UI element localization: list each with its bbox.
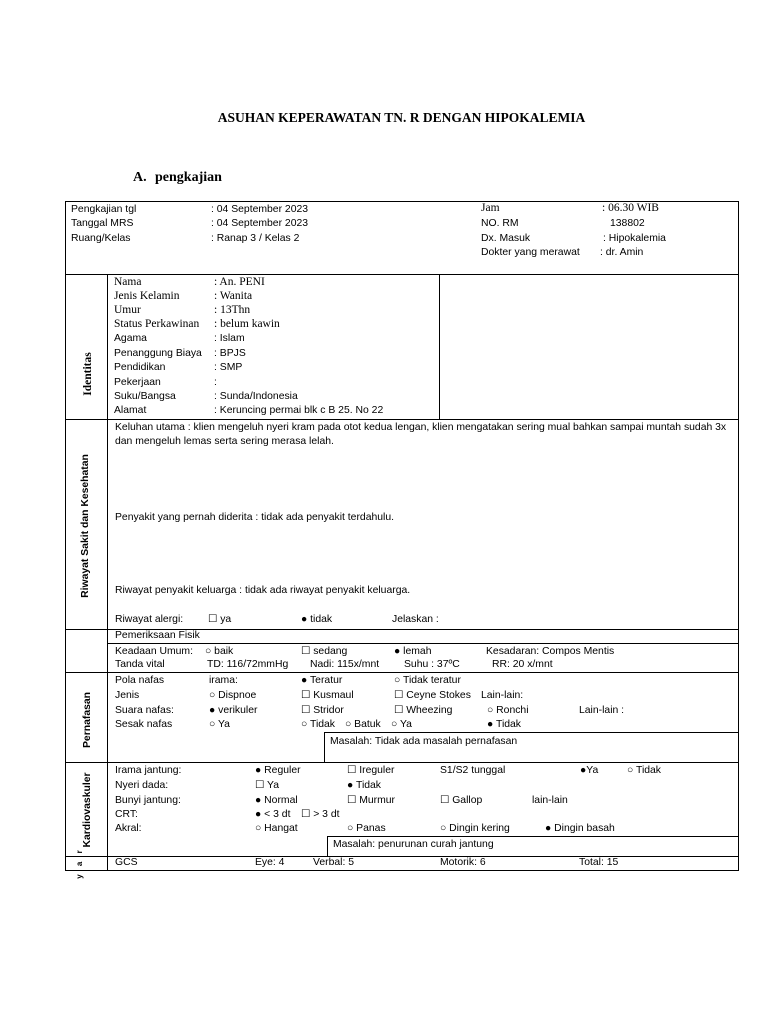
crt-label: CRT: (115, 809, 138, 820)
mrs-value: : 04 September 2023 (211, 218, 309, 229)
verikuler-radio[interactable] (209, 704, 257, 718)
sesak-nafas-label: Sesak nafas (115, 719, 173, 730)
radio-filled-icon: ● (255, 795, 262, 806)
checkbox-icon: ☐ (394, 690, 404, 701)
option-label: Kusmaul (313, 690, 354, 701)
keluhan-utama-text: Keluhan utama : klien mengeluh nyeri kram pada otot kedua lengan, klien mengatakan sering mual bahkan sampai muntah sudah 3x dan mengeluh lemas serta sering merasa lelah. (115, 422, 727, 447)
identitas-value: : belum kawin (214, 318, 280, 330)
dokter-value: : dr. Amin (600, 247, 644, 258)
penyakit-keluarga-text: Riwayat penyakit keluarga : tidak ada riwayat penyakit keluarga. (115, 585, 411, 596)
radio-filled-icon: ● (301, 614, 308, 625)
checkbox-icon: ☐ (301, 690, 311, 701)
radio-empty-icon: ○ (394, 675, 401, 686)
identitas-key: Agama (114, 333, 147, 344)
radio-empty-icon: ○ (205, 646, 212, 657)
option-label: Tidak (495, 719, 522, 730)
identitas-value: : Sunda/Indonesia (214, 391, 298, 402)
checkbox-icon: ☐ (347, 765, 357, 776)
pengkajian-label: Pengkajian tgl (71, 204, 137, 215)
option-label: Teratur (309, 675, 343, 686)
pola-nafas-label: Pola nafas (115, 675, 165, 686)
suhu-value: Suhu : 37ºC (404, 659, 460, 670)
checkbox-icon: ☐ (301, 809, 311, 820)
option-label: Gallop (452, 795, 483, 806)
option-label: Reguler (264, 765, 301, 776)
checkbox-icon: ☐ (440, 795, 450, 806)
tidak-teratur-radio[interactable] (394, 674, 461, 688)
radio-empty-icon: ○ (440, 823, 447, 834)
radio-filled-icon: ● (545, 823, 552, 834)
ruang-label: Ruang/Kelas (71, 233, 131, 244)
identitas-key: Status Perkawinan (114, 318, 200, 330)
dingin-kering-radio[interactable] (440, 822, 510, 836)
mrs-label: Tanggal MRS (71, 218, 134, 229)
gcs-motorik: Motorik: 6 (440, 857, 486, 868)
radio-empty-icon: ○ (209, 719, 216, 730)
batuk-ya-radio[interactable] (391, 718, 412, 732)
saraf-label: y a r (75, 847, 84, 879)
section-title: pengkajian (155, 170, 222, 185)
option-label: ya (220, 614, 232, 625)
radio-empty-icon: ○ (627, 765, 634, 776)
identitas-key: Umur (114, 304, 141, 316)
gcs-label: GCS (115, 857, 138, 868)
identitas-value: : Wanita (214, 290, 253, 302)
identitas-key: Suku/Bangsa (114, 391, 176, 402)
option-label: verikuler (218, 705, 258, 716)
akral-label: Akral: (115, 823, 142, 834)
option-label: Panas (356, 823, 386, 834)
checkbox-icon: ☐ (301, 646, 311, 657)
gallop-checkbox[interactable] (440, 794, 482, 808)
bunyi-jantung-label: Bunyi jantung: (115, 795, 181, 806)
irama-jantung-label: Irama jantung: (115, 765, 182, 776)
batuk-tidak-radio[interactable] (487, 718, 521, 732)
option-label: Ya (217, 719, 230, 730)
keadaan-umum-label: Keadaan Umum: (115, 646, 193, 657)
s1s2-ya-radio[interactable] (580, 764, 598, 778)
option-label: Tidak (355, 780, 382, 791)
batuk-radio[interactable] (345, 718, 381, 732)
radio-empty-icon: ○ (301, 719, 308, 730)
radio-empty-icon: ○ (255, 823, 262, 834)
lain-lain-label: lain-lain (532, 795, 568, 806)
option-label: Batuk (354, 719, 381, 730)
nyeri-ya-checkbox[interactable] (255, 779, 279, 793)
option-label: Normal (264, 795, 298, 806)
dx-value: : Hipokalemia (603, 233, 666, 244)
checkbox-icon: ☐ (301, 705, 311, 716)
reguler-radio[interactable] (255, 764, 301, 778)
identitas-label: Identitas (82, 352, 94, 396)
rm-value: 138802 (610, 218, 645, 229)
option-label: > 3 dt (313, 809, 340, 820)
identitas-value: : BPJS (214, 348, 246, 359)
option-label: lemah (403, 646, 432, 657)
option-label: Ya (586, 765, 599, 776)
nyeri-tidak-radio[interactable] (347, 779, 381, 793)
crt-less-radio[interactable] (255, 808, 290, 822)
option-label: Dispnoe (218, 690, 257, 701)
option-label: Ireguler (359, 765, 395, 776)
identitas-value: : Islam (214, 333, 245, 344)
option-label: Hangat (264, 823, 298, 834)
rm-label: NO. RM (481, 218, 519, 229)
radio-empty-icon: ○ (487, 705, 494, 716)
option-label: sedang (313, 646, 348, 657)
keadaan-lemah-radio[interactable] (394, 645, 431, 659)
hangat-radio[interactable] (255, 822, 298, 836)
option-label: tidak (310, 614, 333, 625)
murmur-checkbox[interactable] (347, 794, 395, 808)
identitas-key: Jenis Kelamin (114, 290, 180, 302)
ireguler-checkbox[interactable] (347, 764, 394, 778)
panas-radio[interactable] (347, 822, 386, 836)
alergi-tidak-radio[interactable] (301, 613, 332, 627)
option-label: Ya (267, 780, 279, 791)
irama-label: irama: (209, 675, 238, 686)
s1s2-tidak-radio[interactable] (627, 764, 661, 778)
alergi-jelaskan: Jelaskan : (392, 614, 439, 625)
identitas-value: : Keruncing permai blk c B 25. No 22 (214, 405, 384, 416)
kusmaul-checkbox[interactable] (301, 689, 354, 703)
alergi-label: Riwayat alergi: (115, 614, 184, 625)
pernafasan-label: Pernafasan (82, 691, 93, 749)
s1s2-label: S1/S2 tunggal (440, 765, 506, 776)
option-label: baik (214, 646, 234, 657)
teratur-radio[interactable] (301, 674, 342, 688)
alergi-ya-checkbox[interactable] (208, 613, 231, 627)
masalah-kardio: Masalah: penurunan curah jantung (333, 839, 494, 850)
identitas-key: Alamat (114, 405, 147, 416)
identitas-value: : (214, 377, 217, 388)
option-label: Tidak teratur (402, 675, 461, 686)
wheezing-checkbox[interactable] (394, 704, 452, 718)
radio-empty-icon: ○ (347, 823, 354, 834)
radio-filled-icon: ● (255, 809, 262, 820)
normal-radio[interactable] (255, 794, 298, 808)
gcs-eye: Eye: 4 (255, 857, 285, 868)
dispnoe-radio[interactable] (209, 689, 256, 703)
ruang-value: : Ranap 3 / Kelas 2 (211, 233, 300, 244)
option-label: Ronchi (496, 705, 529, 716)
jenis-label: Jenis (115, 690, 140, 701)
tanda-vital-label: Tanda vital (115, 659, 165, 670)
stridor-checkbox[interactable] (301, 704, 344, 718)
option-label: Dingin kering (449, 823, 510, 834)
nyeri-dada-label: Nyeri dada: (115, 780, 169, 791)
identitas-value: : An. PENI (214, 276, 265, 288)
dokter-label: Dokter yang merawat (481, 247, 580, 258)
checkbox-icon: ☐ (394, 705, 404, 716)
rr-value: RR: 20 x/mnt (492, 659, 553, 670)
lain-lain-label: Lain-lain : (579, 705, 625, 716)
ronchi-radio[interactable] (487, 704, 529, 718)
radio-filled-icon: ● (487, 719, 494, 730)
dx-label: Dx. Masuk (481, 233, 531, 244)
pengkajian-value: : 04 September 2023 (211, 204, 309, 215)
masalah-pernafasan: Masalah: Tidak ada masalah pernafasan (330, 736, 518, 747)
sesak-tidak-radio[interactable] (301, 718, 335, 732)
lain-lain-label: Lain-lain: (481, 690, 524, 701)
option-label: Tidak (635, 765, 662, 776)
option-label: Ceyne Stokes (406, 690, 471, 701)
section-number: A. (133, 170, 147, 185)
document-title: ASUHAN KEPERAWATAN TN. R DENGAN HIPOKALEMIA (217, 110, 586, 125)
ceyne-stokes-checkbox[interactable] (394, 689, 471, 703)
gcs-verbal: Verbal: 5 (313, 857, 355, 868)
identitas-value: : 13Thn (214, 304, 251, 316)
jam-label: Jam (481, 202, 500, 214)
keadaan-baik-radio[interactable] (205, 645, 233, 659)
dingin-basah-radio[interactable] (545, 822, 615, 836)
identitas-value: : SMP (214, 362, 243, 373)
option-label: Murmur (359, 795, 396, 806)
radio-filled-icon: ● (394, 646, 401, 657)
suara-nafas-label: Suara nafas: (115, 705, 174, 716)
identitas-key: Penanggung Biaya (114, 348, 202, 359)
identitas-key: Pekerjaan (114, 377, 161, 388)
td-value: TD: 116/72mmHg (207, 659, 289, 670)
radio-filled-icon: ● (580, 765, 587, 776)
nadi-value: Nadi: 115x/mnt (310, 659, 380, 670)
jam-value: : 06.30 WIB (602, 202, 659, 214)
radio-filled-icon: ● (301, 675, 308, 686)
checkbox-icon: ☐ (255, 780, 265, 791)
kesadaran-text: Kesadaran: Compos Mentis (486, 646, 615, 657)
identitas-key: Pendidikan (114, 362, 166, 373)
option-label: Dingin basah (554, 823, 615, 834)
gcs-total: Total: 15 (579, 857, 619, 868)
penyakit-dahulu-text: Penyakit yang pernah diderita : tidak ada penyakit terdahulu. (115, 512, 394, 523)
radio-filled-icon: ● (255, 765, 262, 776)
radio-empty-icon: ○ (345, 719, 352, 730)
option-label: < 3 dt (264, 809, 291, 820)
option-label: Wheezing (406, 705, 453, 716)
riwayat-label: Riwayat Sakit dan Kesehatan (80, 454, 91, 598)
option-label: Tidak (309, 719, 336, 730)
identitas-key: Nama (114, 276, 142, 288)
keadaan-sedang-checkbox[interactable] (301, 645, 347, 659)
checkbox-icon: ☐ (347, 795, 357, 806)
crt-more-checkbox[interactable] (301, 808, 340, 822)
radio-filled-icon: ● (347, 780, 354, 791)
pemeriksaan-fisik-title: Pemeriksaan Fisik (115, 630, 200, 641)
radio-empty-icon: ○ (391, 719, 398, 730)
option-label: Ya (399, 719, 412, 730)
sesak-ya-radio[interactable] (209, 718, 230, 732)
radio-empty-icon: ○ (209, 690, 216, 701)
kardiovaskuler-label: Kardiovaskuler (82, 772, 93, 848)
radio-filled-icon: ● (209, 705, 216, 716)
option-label: Stridor (313, 705, 344, 716)
checkbox-icon: ☐ (208, 614, 218, 625)
